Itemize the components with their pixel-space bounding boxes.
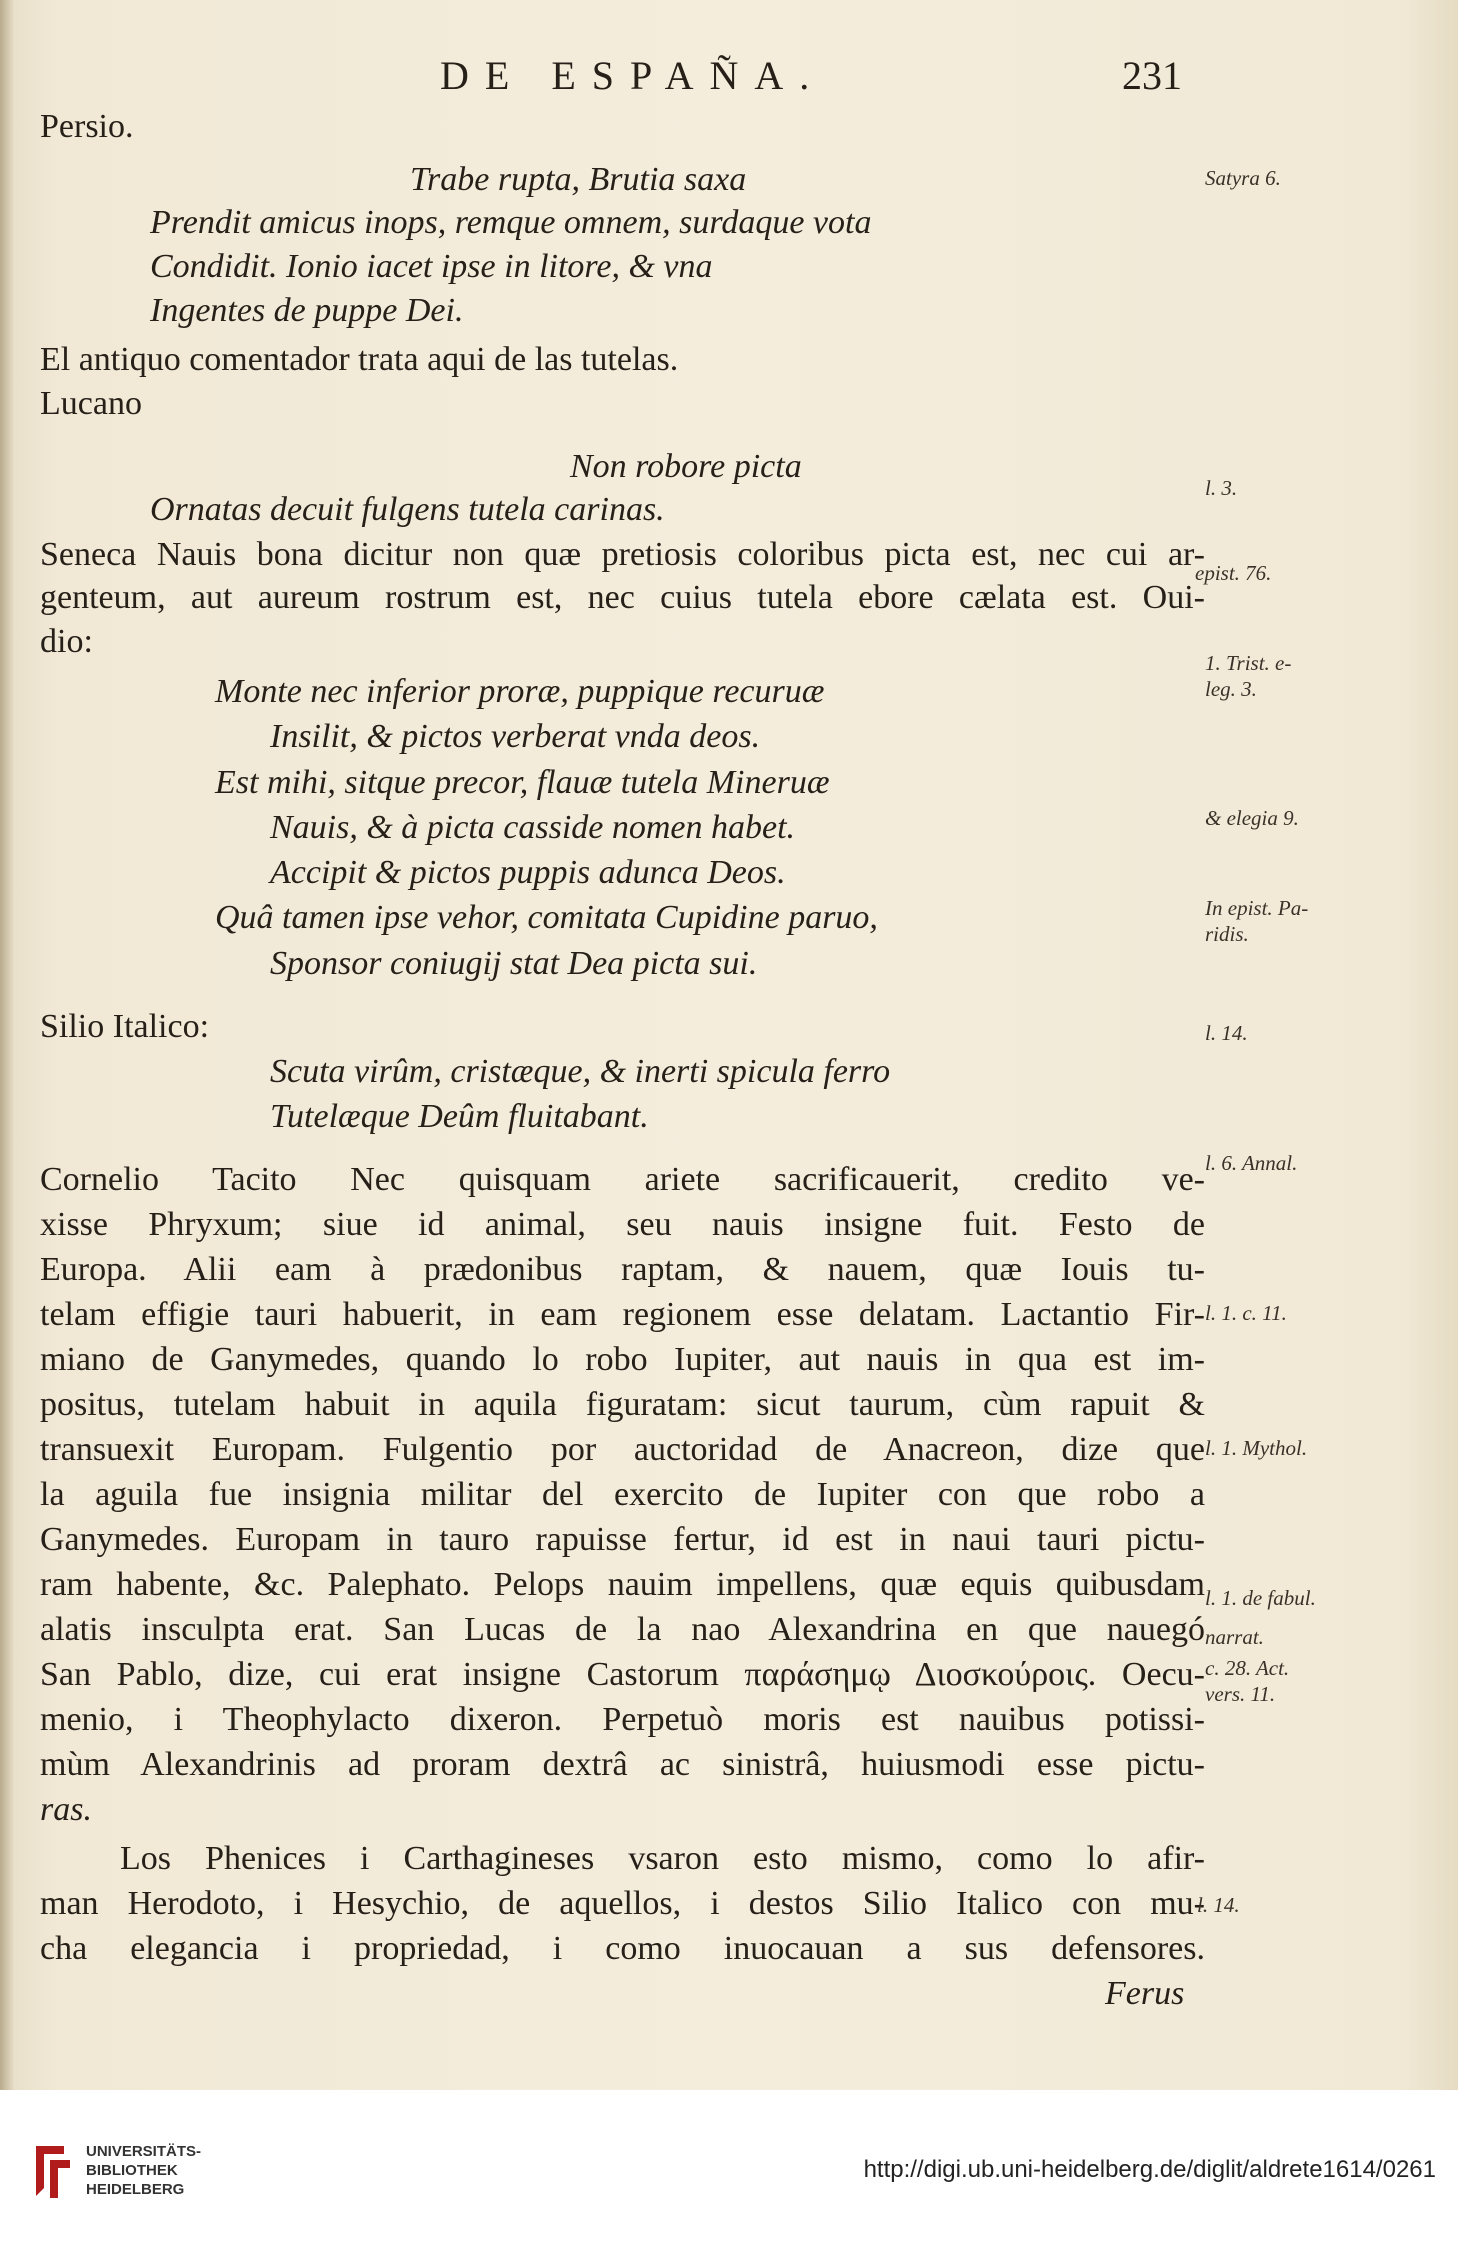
margin-note: In epist. Pa- bbox=[1205, 896, 1309, 920]
text-line: man Herodoto, i Hesychio, de aquellos, i destos Silio Italico con mu- bbox=[40, 1885, 1205, 1922]
margin-note: l. 14. bbox=[1205, 1021, 1248, 1045]
text-line: Los Phenices i Carthagineses vsaron esto mismo, como lo afir- bbox=[120, 1840, 1205, 1877]
verse-line: Quâ tamen ipse vehor, comitata Cupidine paruo, bbox=[215, 899, 878, 936]
margin-note: 1. Trist. e- bbox=[1205, 651, 1292, 675]
text-line: genteum, aut aureum rostrum est, nec cuius tutela ebore cælata est. Oui- bbox=[40, 579, 1205, 616]
page-header bbox=[0, 52, 1458, 102]
margin-note: & elegia 9. bbox=[1205, 806, 1299, 830]
text-line: El antiquo comentador trata aqui de las tutelas. bbox=[40, 341, 679, 378]
library-name bbox=[86, 2142, 201, 2199]
library-logo-icon bbox=[30, 2142, 74, 2202]
verse-line: Ornatas decuit fulgens tutela carinas. bbox=[150, 491, 665, 528]
text-line: positus, tutelam habuit in aquila figuratam: sicut taurum, cùm rapuit & bbox=[40, 1386, 1205, 1423]
verse-line: Nauis, & à picta casside nomen habet. bbox=[270, 809, 796, 846]
page-number: 231 bbox=[1122, 53, 1182, 98]
library-name-line: HEIDELBERG bbox=[86, 2181, 185, 2198]
margin-note: vers. 11. bbox=[1205, 1682, 1276, 1706]
verse-line: Condidit. Ionio iacet ipse in litore, & vna bbox=[150, 248, 713, 285]
library-name-line: UNIVERSITÄTS- bbox=[86, 2143, 202, 2160]
text-line: Persio. bbox=[40, 108, 134, 145]
verse-line: Tutelæque Deûm fluitabant. bbox=[270, 1098, 649, 1135]
library-footer bbox=[0, 2090, 1458, 2242]
margin-note: epist. 76. bbox=[1195, 561, 1272, 585]
text-line: xisse Phryxum; siue id animal, seu nauis insigne fuit. Festo de bbox=[40, 1206, 1205, 1243]
verse-line: Est mihi, sitque precor, flauæ tutela Mineruæ bbox=[215, 764, 830, 801]
catchword: Ferus bbox=[1105, 1975, 1185, 2012]
text-line: Cornelio Tacito Nec quisquam ariete sacrificauerit, credito ve- bbox=[40, 1161, 1205, 1198]
text-line: Lucano bbox=[40, 385, 142, 422]
margin-note: l. 1. c. 11. bbox=[1205, 1301, 1287, 1325]
text-line: Ganymedes. Europam in tauro rapuisse fertur, id est in naui tauri pictu- bbox=[40, 1521, 1205, 1558]
verse-line: Scuta virûm, cristæque, & inerti spicula ferro bbox=[270, 1053, 891, 1090]
margin-note: l. 3. bbox=[1205, 476, 1238, 500]
text-line: Silio Italico: bbox=[40, 1008, 210, 1045]
permalink-url[interactable]: http://digi.ub.uni-heidelberg.de/diglit/aldrete1614/0261 bbox=[863, 2156, 1436, 2183]
text-line: transuexit Europam. Fulgentio por auctoridad de Anacreon, dize que bbox=[40, 1431, 1205, 1468]
text-line: mùm Alexandrinis ad proram dextrâ ac sinistrâ, huiusmodi esse pictu- bbox=[40, 1746, 1205, 1783]
verse-line: ras. bbox=[40, 1791, 92, 1828]
text-line: la aguila fue insignia militar del exercito de Iupiter con que robo a bbox=[40, 1476, 1205, 1513]
margin-note: narrat. bbox=[1205, 1625, 1264, 1649]
verse-line: Trabe rupta, Brutia saxa bbox=[410, 161, 747, 198]
margin-note: l. 6. Annal. bbox=[1205, 1151, 1298, 1175]
text-line: ram habente, &c. Palephato. Pelops nauim impellens, quæ equis quibusdam bbox=[40, 1566, 1205, 1603]
text-line: telam effigie tauri habuerit, in eam regionem esse delatam. Lactantio Fir- bbox=[40, 1296, 1205, 1333]
text-line: alatis insculpta erat. San Lucas de la nao Alexandrina en que nauegó bbox=[40, 1611, 1205, 1648]
margin-note: c. 28. Act. bbox=[1205, 1656, 1290, 1680]
margin-note: leg. 3. bbox=[1205, 677, 1257, 701]
text-line: cha elegancia i propriedad, i como inuocauan a sus defensores. bbox=[40, 1930, 1205, 1967]
verse-line: Accipit & pictos puppis adunca Deos. bbox=[270, 854, 786, 891]
text-line: Europa. Alii eam à prædonibus raptam, & nauem, quæ Iouis tu- bbox=[40, 1251, 1205, 1288]
verse-line: Prendit amicus inops, remque omnem, surdaque vota bbox=[150, 204, 872, 241]
text-line: Seneca Nauis bona dicitur non quæ pretiosis coloribus picta est, nec cui ar- bbox=[40, 536, 1205, 573]
text-line: dio: bbox=[40, 623, 93, 660]
margin-note: Satyra 6. bbox=[1205, 166, 1281, 190]
margin-note: l. 1. Mythol. bbox=[1205, 1436, 1308, 1460]
margin-note: l. 1. de fabul. bbox=[1205, 1586, 1316, 1610]
margin-note: l. 14. bbox=[1197, 1893, 1240, 1917]
text-line: menio, i Theophylacto dixeron. Perpetuò moris est nauibus potissi- bbox=[40, 1701, 1205, 1738]
verse-line: Sponsor coniugij stat Dea picta sui. bbox=[270, 945, 758, 982]
library-name-line: BIBLIOTHEK bbox=[86, 2162, 178, 2179]
verse-line: Non robore picta bbox=[570, 448, 802, 485]
page-gutter-shadow bbox=[0, 0, 14, 2090]
margin-note: ridis. bbox=[1205, 922, 1249, 946]
text-line: San Pablo, dize, cui erat insigne Castorum παράσημῳ Διοσκούροις. Oecu- bbox=[40, 1656, 1205, 1693]
running-title: DE ESPAÑA. bbox=[440, 53, 826, 98]
text-line: miano de Ganymedes, quando lo robo Iupiter, aut nauis in qua est im- bbox=[40, 1341, 1205, 1378]
verse-line: Ingentes de puppe Dei. bbox=[150, 292, 464, 329]
verse-line: Monte nec inferior proræ, puppique recuruæ bbox=[215, 673, 825, 710]
verse-line: Insilit, & pictos verberat vnda deos. bbox=[270, 718, 761, 755]
